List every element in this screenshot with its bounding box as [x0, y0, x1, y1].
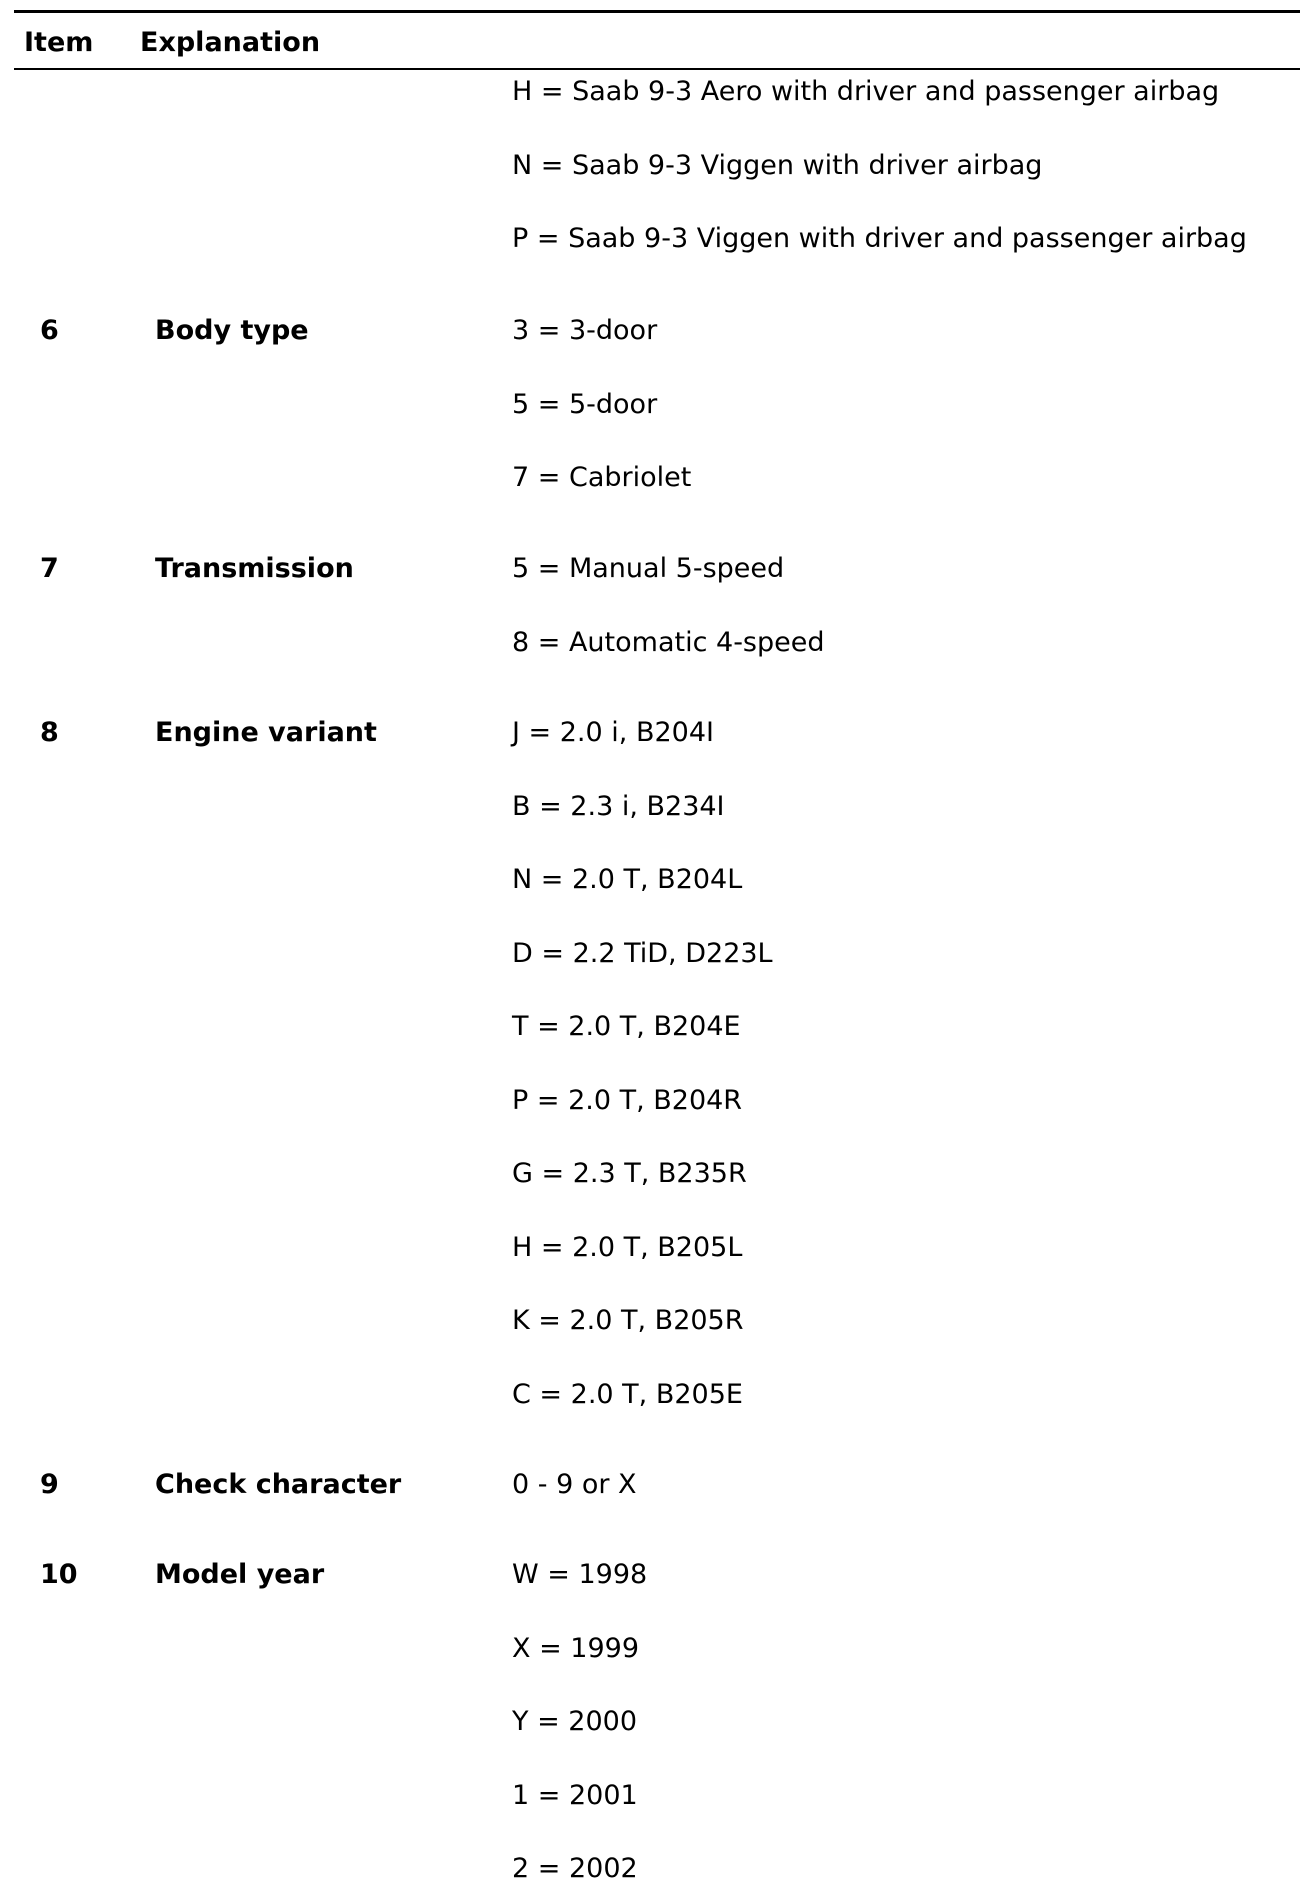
value-item: 0 - 9 or X — [512, 1469, 637, 1500]
value-list — [512, 716, 773, 1412]
column-header-explanation: Explanation — [140, 27, 321, 58]
item-explanation: Engine variant — [155, 717, 377, 748]
value-list — [512, 1468, 637, 1502]
value-item: 8 = Automatic 4-speed — [512, 626, 825, 658]
value-list — [512, 552, 825, 660]
value-item: C = 2.0 T, B205E — [512, 1378, 743, 1410]
value-item: J = 2.0 i, B204I — [512, 717, 714, 748]
value-item: T = 2.0 T, B204E — [512, 1011, 741, 1042]
value-item: Y = 2000 — [512, 1706, 637, 1737]
item-explanation: Transmission — [155, 553, 354, 584]
value-item: B = 2.3 i, B234I — [512, 790, 725, 822]
value-list — [512, 314, 691, 495]
value-item: W = 1998 — [512, 1559, 648, 1590]
value-item: P = 2.0 T, B204R — [512, 1084, 743, 1116]
item-explanation: Body type — [155, 315, 309, 346]
value-item: X = 1999 — [512, 1632, 639, 1664]
value-item: N = 2.0 T, B204L — [512, 864, 743, 895]
value-list — [512, 75, 1247, 256]
table-top-rule — [14, 10, 1300, 13]
value-item: H = 2.0 T, B205L — [512, 1231, 743, 1263]
value-item: 5 = Manual 5-speed — [512, 553, 785, 584]
value-item: K = 2.0 T, B205R — [512, 1305, 744, 1336]
value-item: D = 2.2 TiD, D223L — [512, 937, 773, 969]
item-number: 7 — [40, 553, 59, 584]
item-number: 10 — [40, 1559, 78, 1590]
item-number: 6 — [40, 315, 59, 346]
value-item: 1 = 2001 — [512, 1779, 638, 1811]
value-item: H = Saab 9-3 Aero with driver and passenger airbag — [512, 76, 1220, 107]
value-item: 2 = 2002 — [512, 1853, 638, 1884]
value-item: N = Saab 9-3 Viggen with driver airbag — [512, 149, 1043, 181]
item-number: 9 — [40, 1469, 59, 1500]
value-item: P = Saab 9-3 Viggen with driver and passenger airbag — [512, 223, 1247, 254]
value-item: 5 = 5-door — [512, 388, 658, 420]
item-explanation: Check character — [155, 1469, 402, 1500]
item-explanation: Model year — [155, 1559, 325, 1590]
column-header-item: Item — [24, 27, 94, 58]
item-number: 8 — [40, 717, 59, 748]
value-item: G = 2.3 T, B235R — [512, 1158, 747, 1189]
value-item: 7 = Cabriolet — [512, 462, 692, 493]
header-rule — [14, 68, 1300, 70]
value-list — [512, 1558, 647, 1886]
value-item: 3 = 3-door — [512, 315, 658, 346]
